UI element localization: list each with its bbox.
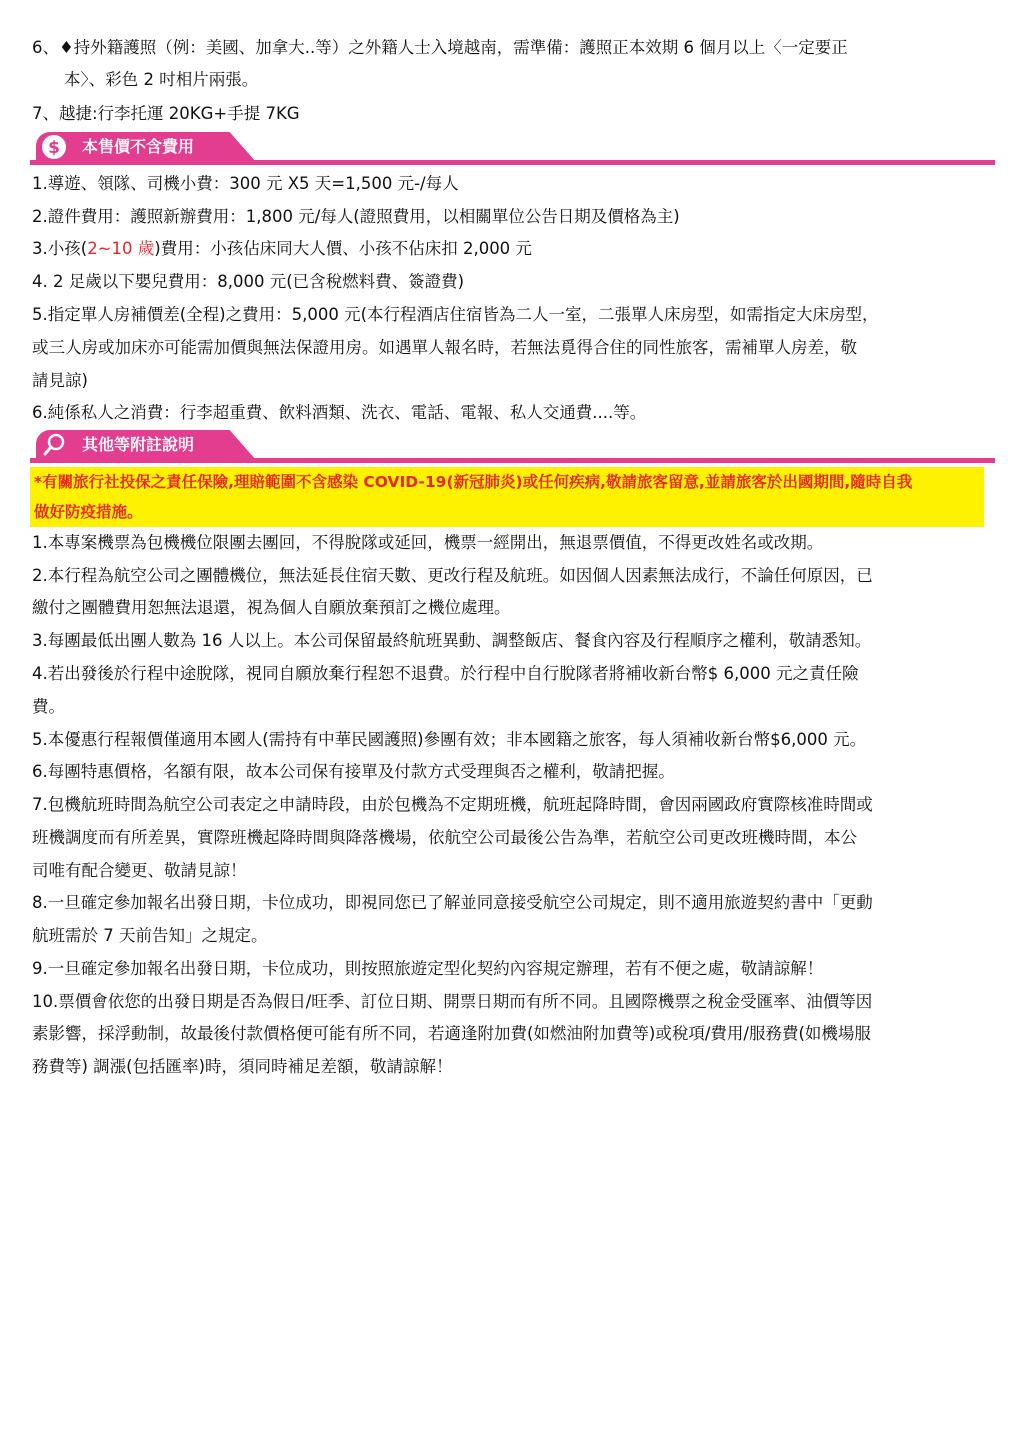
item-6-foreign-passport-cont: 本〉、彩色 2 吋相片兩張。 xyxy=(64,70,259,89)
excluded-item-2: 2.證件費用：護照新辦費用：1,800 元/每人(證照費用，以相關單位公告日期及價格為主) xyxy=(32,207,680,226)
item-7-luggage: 7、越捷:行李托運 20KG+手提 7KG xyxy=(32,104,300,123)
note-item-4: 4.若出發後於行程中途脫隊，視同自願放棄行程恕不退費。於行程中自行脫隊者將補收新台幣$ 6,000 元之責任險 xyxy=(32,664,859,683)
svg-text:$: $ xyxy=(48,138,60,157)
magnifier-icon xyxy=(40,431,68,459)
excluded-item-1: 1.導遊、領隊、司機小費：300 元 X5 天=1,500 元-/每人 xyxy=(32,174,459,193)
note-item-10: 10.票價會依您的出發日期是否為假日/旺季、訂位日期、開票日期而有所不同。且國際機票之稅金受匯率、油價等因 xyxy=(32,992,873,1011)
covid-warning xyxy=(30,467,984,527)
section-header-excluded xyxy=(30,130,995,168)
note-item-7: 7.包機航班時間為航空公司表定之申請時段，由於包機為不定期班機，航班起降時間，會因兩國政府實際核准時間或 xyxy=(32,795,873,814)
section-header-notes xyxy=(30,428,995,466)
note-item-2: 2.本行程為航空公司之團體機位，無法延長住宿天數、更改行程及航班。如因個人因素無法成行，不論任何原因，已 xyxy=(32,566,873,585)
note-item-5: 5.本優惠行程報價僅適用本國人(需持有中華民國護照)參團有效；非本國籍之旅客，每人須補收新台幣$6,000 元。 xyxy=(32,730,867,749)
excluded-item-5: 5.指定單人房補價差(全程)之費用：5,000 元(本行程酒店住宿皆為二人一室，二張單人床房型，如需指定大床房型， xyxy=(32,305,879,324)
excluded-item-5-cont: 或三人房或加床亦可能需加價與無法保證用房。如遇單人報名時，若無法覓得合住的同性旅客，需補單人房差，敬 xyxy=(32,338,857,357)
note-item-4-cont: 費。 xyxy=(32,697,65,716)
note-item-3: 3.每團最低出團人數為 16 人以上。本公司保留最終航班異動、調整飯店、餐食內容及行程順序之權利，敬請悉知。 xyxy=(32,631,872,650)
item-6-foreign-passport: 6、♦持外籍護照（例：美國、加拿大..等）之外籍人士入境越南，需準備：護照正本效期 6 個月以上〈一定要正 xyxy=(32,38,848,57)
section-title: 本售價不含費用 xyxy=(82,137,195,156)
child-age-range: 2~10 歲 xyxy=(87,239,155,258)
excluded-item-6: 6.純係私人之消費：行李超重費、飲料酒類、洗衣、電話、電報、私人交通費....等。 xyxy=(32,403,647,422)
excluded-item-3-post: )費用：小孩佔床同大人價、小孩不佔床扣 2,000 元 xyxy=(154,239,532,258)
covid-warning-line: *有關旅行社投保之責任保險,理賠範圍不含感染 COVID-19(新冠肺炎)或任何疾病,敬請旅客留意,並請旅客於出國期間,隨時自我 xyxy=(34,473,913,491)
section-title: 其他等附註說明 xyxy=(82,435,195,454)
note-item-10-cont: 務費等) 調漲(包括匯率)時，須同時補足差額，敬請諒解！ xyxy=(32,1057,453,1076)
note-item-10-cont: 素影響，採浮動制，故最後付款價格便可能有所不同，若適逢附加費(如燃油附加費等)或稅項/費用/服務費(如機場服 xyxy=(32,1024,871,1043)
note-item-7-cont: 司唯有配合變更、敬請見諒！ xyxy=(32,861,247,880)
excluded-item-3-pre: 3.小孩( xyxy=(32,239,88,258)
note-item-1: 1.本專案機票為包機機位限團去團回，不得脫隊或延回，機票一經開出，無退票價值，不得更改姓名或改期。 xyxy=(32,533,824,552)
excluded-item-3 xyxy=(32,238,997,260)
note-item-8-cont: 航班需於 7 天前告知」之規定。 xyxy=(32,926,268,945)
note-item-2-cont: 繳付之團體費用恕無法退還，視為個人自願放棄預訂之機位處理。 xyxy=(32,598,511,617)
note-item-8: 8.一旦確定參加報名出發日期，卡位成功，即視同您已了解並同意接受航空公司規定，則不適用旅遊契約書中「更動 xyxy=(32,893,873,912)
note-item-7-cont: 班機調度而有所差異，實際班機起降時間與降落機場，依航空公司最後公告為準，若航空公司更改班機時間，本公 xyxy=(32,828,857,847)
dollar-icon xyxy=(40,133,68,161)
covid-warning-line: 做好防疫措施。 xyxy=(34,497,143,527)
excluded-item-5-cont: 請見諒) xyxy=(32,371,88,390)
excluded-item-4: 4. 2 足歲以下嬰兒費用：8,000 元(已含稅燃料費、簽證費) xyxy=(32,272,465,291)
note-item-9: 9.一旦確定參加報名出發日期，卡位成功，則按照旅遊定型化契約內容規定辦理，若有不便之處，敬請諒解！ xyxy=(32,959,824,978)
note-item-6: 6.每團特惠價格，名額有限，故本公司保有接單及付款方式受理與否之權利，敬請把握。 xyxy=(32,762,675,781)
